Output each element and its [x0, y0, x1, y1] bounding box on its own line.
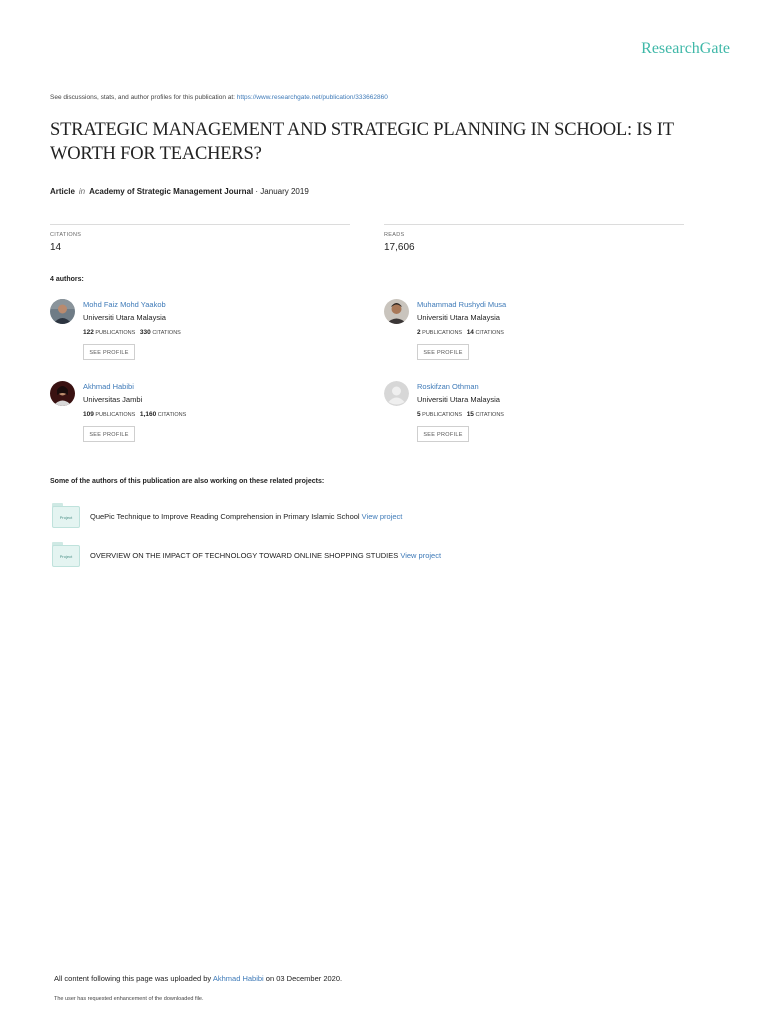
- reads-value: 17,606: [384, 242, 415, 253]
- author-name-link[interactable]: Mohd Faiz Mohd Yaakob: [83, 300, 166, 309]
- author-name-link[interactable]: Roskifzan Othman: [417, 382, 479, 391]
- publications-count: 122: [83, 329, 94, 336]
- authors-heading: 4 authors:: [50, 276, 84, 283]
- publication-meta: [50, 187, 309, 196]
- author-card: [50, 299, 330, 369]
- citations-count: 14: [466, 329, 474, 336]
- author-stats: [83, 329, 181, 336]
- view-project-link[interactable]: View project: [361, 512, 403, 521]
- see-profile-button[interactable]: SEE PROFILE: [417, 426, 469, 442]
- publication-title: STRATEGIC MANAGEMENT AND STRATEGIC PLANNING IN SCHOOL: IS IT WORTH FOR TEACHERS?: [50, 120, 674, 164]
- publication-url-link[interactable]: https://www.researchgate.net/publication/333662860: [236, 94, 388, 101]
- citations-label: CITATIONS: [152, 330, 181, 336]
- publications-label: PUBLICATIONS: [422, 412, 463, 418]
- citations-label: CITATIONS: [475, 412, 504, 418]
- author-stats: [83, 411, 186, 418]
- citations-count: 1,160: [139, 411, 157, 418]
- publications-count: 2: [417, 329, 421, 336]
- article-type: Article: [50, 187, 75, 196]
- author-institution: Universitas Jambi: [83, 395, 143, 404]
- related-projects-heading: Some of the authors of this publication are also working on these related projects:: [50, 478, 325, 485]
- discussions-line: [50, 94, 388, 101]
- author-stats: [417, 411, 504, 418]
- citations-label: CITATIONS: [475, 330, 504, 336]
- footer-prefix: All content following this page was uploaded by: [54, 974, 213, 983]
- uploader-link[interactable]: Akhmad Habibi: [212, 974, 264, 983]
- discussions-text: See discussions, stats, and author profiles for this publication at:: [50, 94, 237, 101]
- related-project-item: [50, 545, 550, 575]
- project-folder-icon: Project: [52, 506, 80, 528]
- avatar[interactable]: [50, 381, 75, 406]
- see-profile-button[interactable]: SEE PROFILE: [417, 344, 469, 360]
- author-card: [384, 299, 664, 369]
- divider-reads: [384, 224, 684, 225]
- avatar[interactable]: [384, 299, 409, 324]
- journal-name[interactable]: Academy of Strategic Management Journal: [89, 187, 254, 196]
- avatar[interactable]: [50, 299, 75, 324]
- footer-suffix: on 03 December 2020.: [263, 974, 343, 983]
- default-avatar-icon[interactable]: [384, 381, 409, 406]
- publications-label: PUBLICATIONS: [422, 330, 463, 336]
- project-text: [90, 512, 402, 521]
- publications-count: 109: [83, 411, 94, 418]
- publications-label: PUBLICATIONS: [95, 330, 136, 336]
- citations-count: 330: [139, 329, 151, 336]
- publications-label: PUBLICATIONS: [95, 412, 136, 418]
- author-card: [50, 381, 330, 451]
- related-project-item: [50, 506, 550, 536]
- reads-label: READS: [384, 232, 405, 238]
- researchgate-logo[interactable]: ResearchGate: [641, 40, 730, 57]
- author-institution: Universiti Utara Malaysia: [417, 313, 500, 322]
- author-institution: Universiti Utara Malaysia: [83, 313, 166, 322]
- citations-label: CITATIONS: [50, 232, 82, 238]
- author-card: [384, 381, 664, 451]
- author-institution: Universiti Utara Malaysia: [417, 395, 500, 404]
- see-profile-button[interactable]: SEE PROFILE: [83, 344, 135, 360]
- view-project-link[interactable]: View project: [400, 551, 442, 560]
- project-text: [90, 551, 441, 560]
- citations-value: 14: [50, 242, 62, 253]
- meta-in: in: [78, 187, 86, 196]
- citations-label: CITATIONS: [157, 412, 187, 418]
- see-profile-button[interactable]: SEE PROFILE: [83, 426, 135, 442]
- author-name-link[interactable]: Akhmad Habibi: [83, 382, 134, 391]
- enhancement-note: The user has requested enhancement of the downloaded file.: [54, 996, 204, 1002]
- upload-footer: [54, 974, 342, 983]
- author-name-link[interactable]: Muhammad Rushydi Musa: [417, 300, 507, 309]
- author-stats: [417, 329, 504, 336]
- publication-date: · January 2019: [253, 187, 309, 196]
- project-title: OVERVIEW ON THE IMPACT OF TECHNOLOGY TOWARD ONLINE SHOPPING STUDIES: [90, 551, 401, 560]
- project-folder-icon: Project: [52, 545, 80, 567]
- project-title: QuePic Technique to Improve Reading Comprehension in Primary Islamic School: [90, 512, 362, 521]
- publications-count: 5: [417, 411, 421, 418]
- divider-citations: [50, 224, 350, 225]
- citations-count: 15: [466, 411, 474, 418]
